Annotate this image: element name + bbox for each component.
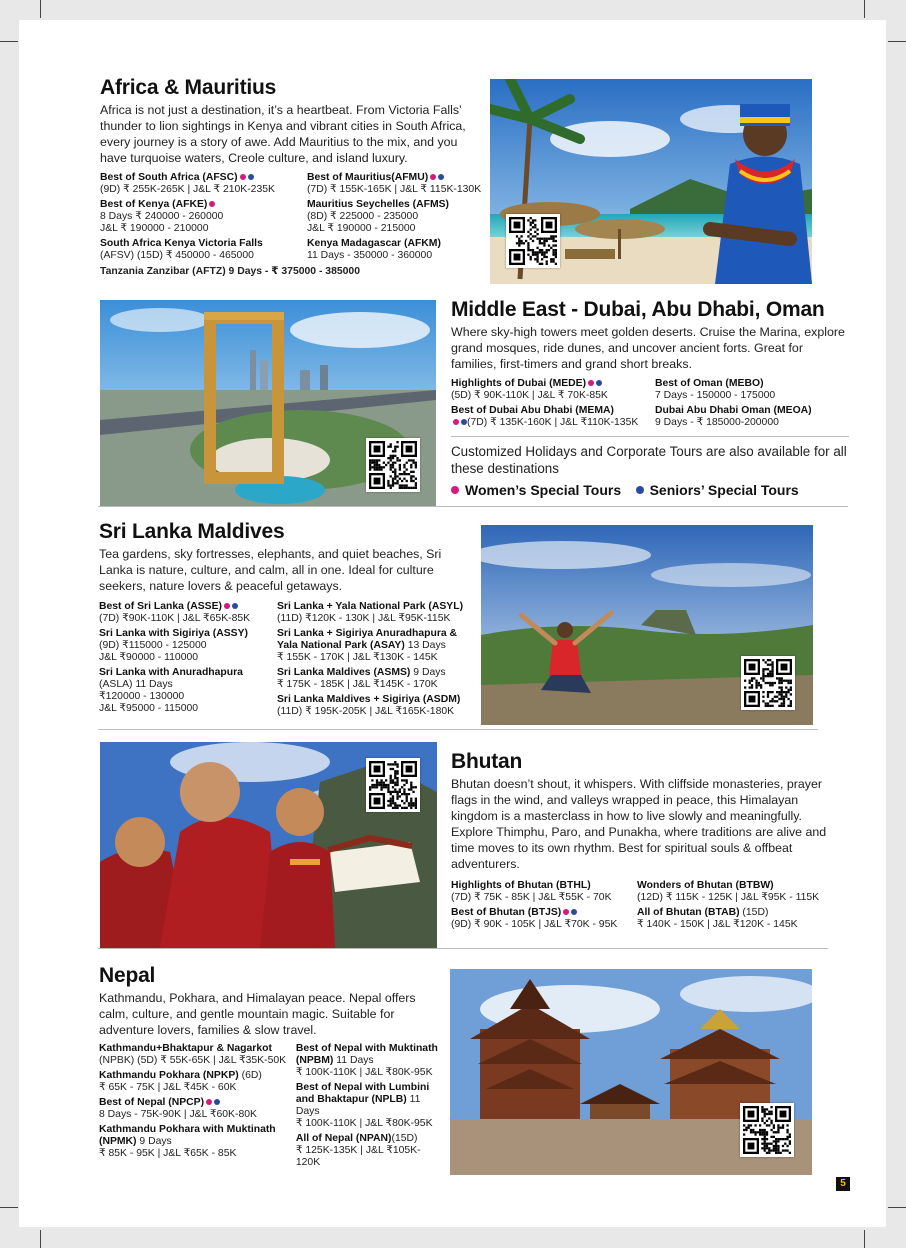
tour-name: Mauritius Seychelles (AFMS) bbox=[306, 199, 449, 210]
tour-price: J&L ₹ 190000 - 210000 bbox=[100, 223, 209, 234]
tour-item bbox=[296, 1043, 441, 1079]
tour-item bbox=[307, 199, 486, 235]
tour-price: (5D) ₹ 90K-110K | J&L ₹ 70K-85K bbox=[451, 390, 608, 401]
tour-item bbox=[296, 1133, 441, 1169]
tour-item bbox=[637, 880, 827, 904]
blue-dot-icon bbox=[232, 603, 238, 609]
tour-name: Best of Nepal (NPCP) bbox=[99, 1097, 205, 1108]
tour-name: Best of Mauritius(AFMU) bbox=[306, 172, 429, 183]
tour-item bbox=[655, 378, 845, 402]
crop-mark bbox=[0, 1207, 18, 1208]
divider bbox=[451, 436, 849, 437]
tour-price: (11D) ₹ 195K-205K | J&L ₹165K-180K bbox=[277, 706, 455, 717]
tour-name: Sri Lanka + Sigiriya Anuradhapura & Yala National Park (ASAY) bbox=[277, 628, 458, 651]
tour-price: ₹120000 - 130000 bbox=[99, 691, 185, 702]
tour-price: 7 Days - 150000 - 175000 bbox=[655, 390, 776, 401]
tour-price: 8 Days ₹ 240000 - 260000 bbox=[100, 211, 224, 222]
tour-columns bbox=[451, 880, 828, 934]
tour-price: (NPBK) (5D) ₹ 55K-65K | J&L ₹35K-50K bbox=[99, 1055, 287, 1066]
section-title: Middle East - Dubai, Abu Dhabi, Oman bbox=[451, 298, 825, 321]
section-title: Sri Lanka Maldives bbox=[99, 520, 285, 543]
tour-name: Best of Bhutan (BTJS) bbox=[451, 907, 562, 918]
tour-price: ₹ 125K-135K | J&L ₹105K-120K bbox=[295, 1145, 421, 1168]
tour-price: (7D) ₹ 155K-165K | J&L ₹ 115K-130K bbox=[306, 184, 482, 195]
tour-column bbox=[99, 1043, 288, 1172]
tour-price: J&L ₹95000 - 115000 bbox=[99, 703, 199, 714]
tour-name: Kathmandu Pokhara with Muktinath (NPMK) bbox=[99, 1124, 276, 1147]
tour-column bbox=[100, 172, 299, 265]
qr-code[interactable] bbox=[366, 758, 420, 812]
tour-item bbox=[277, 694, 475, 718]
tour-columns bbox=[100, 172, 486, 265]
tour-price: (AFSV) (15D) ₹ 450000 - 465000 bbox=[100, 250, 254, 261]
section-title: Nepal bbox=[99, 964, 156, 987]
qr-code[interactable] bbox=[366, 438, 420, 492]
nepal-section bbox=[99, 964, 441, 1172]
pink-dot-icon bbox=[209, 201, 215, 207]
africa-beach-photo bbox=[490, 79, 812, 284]
tour-column bbox=[451, 378, 647, 432]
africa-section bbox=[100, 76, 486, 281]
tour-name: Sri Lanka Maldives + Sigiriya (ASDM) bbox=[277, 694, 461, 705]
tour-price: (9D) ₹ 90K - 105K | J&L ₹70K - 95K bbox=[451, 919, 618, 930]
tour-item bbox=[307, 238, 486, 262]
tour-name: Highlights of Dubai (MEDE) bbox=[451, 378, 587, 389]
tour-name: Kathmandu+Bhaktapur & Nagarkot bbox=[99, 1043, 272, 1054]
tour-item bbox=[99, 667, 269, 715]
crop-mark bbox=[864, 0, 865, 18]
tour-item bbox=[451, 907, 629, 931]
tour-item bbox=[277, 628, 475, 664]
tour-name: Sri Lanka with Sigiriya (ASSY) bbox=[99, 628, 248, 639]
tour-item bbox=[99, 1070, 288, 1094]
pink-dot-icon bbox=[240, 174, 246, 180]
srilanka-section bbox=[99, 520, 475, 721]
tour-price: 8 Days - 75K-90K | J&L ₹60K-80K bbox=[99, 1109, 257, 1120]
tour-columns bbox=[99, 601, 475, 721]
tour-price: (7D) ₹90K-110K | J&L ₹65K-85K bbox=[99, 613, 251, 624]
tour-name: Highlights of Bhutan (BTHL) bbox=[451, 880, 591, 891]
tour-column bbox=[99, 601, 269, 721]
tour-price: 11 Days - 350000 - 360000 bbox=[306, 250, 433, 261]
tour-price: ₹ 85K - 95K | J&L ₹65K - 85K bbox=[99, 1148, 237, 1159]
crop-mark bbox=[864, 1230, 865, 1248]
tour-item: Tanzania Zanzibar (AFTZ) 9 Days - ₹ 375000 - 385000 bbox=[100, 266, 360, 277]
crop-mark bbox=[40, 1230, 41, 1248]
tour-name: Wonders of Bhutan (BTBW) bbox=[637, 880, 774, 891]
crop-mark bbox=[888, 1207, 906, 1208]
tour-duration: (6D) bbox=[238, 1070, 262, 1081]
tour-item bbox=[277, 667, 475, 691]
tour-item bbox=[451, 880, 629, 904]
tour-price: (ASLA) 11 Days bbox=[99, 679, 173, 690]
divider bbox=[98, 506, 848, 507]
tour-price: ₹ 155K - 170K | J&L ₹130K - 145K bbox=[277, 652, 438, 663]
blue-dot-icon bbox=[438, 174, 444, 180]
blue-dot-icon bbox=[571, 909, 577, 915]
tour-price: (7D) ₹ 135K-160K | J&L ₹110K-135K bbox=[467, 417, 639, 428]
pink-dot-icon bbox=[453, 419, 459, 425]
qr-code[interactable] bbox=[740, 1103, 794, 1157]
legend bbox=[451, 481, 849, 499]
tour-name: All of Nepal (NPAN) bbox=[295, 1133, 392, 1144]
tour-item bbox=[100, 199, 299, 235]
tour-column bbox=[451, 880, 629, 934]
tour-item bbox=[277, 601, 475, 625]
divider bbox=[98, 729, 818, 730]
qr-code[interactable] bbox=[741, 656, 795, 710]
blue-dot-icon bbox=[596, 380, 602, 386]
tour-column bbox=[307, 172, 486, 265]
tour-price: ₹ 140K - 150K | J&L ₹120K - 145K bbox=[637, 919, 798, 930]
blue-dot-icon bbox=[636, 486, 644, 494]
dubai-frame-photo bbox=[100, 300, 436, 506]
tour-column bbox=[277, 601, 475, 721]
crop-mark bbox=[40, 0, 41, 18]
tour-name: Sri Lanka with Anuradhapura bbox=[99, 667, 243, 678]
tour-item bbox=[99, 1043, 288, 1067]
tour-name: Best of Nepal with Muktinath (NPBM) bbox=[295, 1043, 438, 1066]
tour-price: ₹ 65K - 75K | J&L ₹45K - 60K bbox=[99, 1082, 237, 1093]
tour-name: All of Bhutan (BTAB) bbox=[637, 907, 740, 918]
tour-price: (11D) ₹120K - 130K | J&L ₹95K-115K bbox=[277, 613, 451, 624]
tour-item bbox=[451, 378, 647, 402]
tour-columns bbox=[99, 1043, 441, 1172]
tour-price: (12D) ₹ 115K - 125K | J&L ₹95K - 115K bbox=[637, 892, 820, 903]
tour-duration: 11 Days bbox=[333, 1055, 374, 1066]
tour-duration: 13 Days bbox=[404, 640, 446, 651]
divider bbox=[98, 948, 828, 949]
tour-price: (9D) ₹ 255K-265K | J&L ₹ 210K-235K bbox=[100, 184, 275, 195]
tour-price: J&L ₹90000 - 110000 bbox=[99, 652, 199, 663]
middle-east-section bbox=[451, 298, 849, 499]
tour-name: South Africa Kenya Victoria Falls bbox=[100, 238, 263, 249]
tour-item bbox=[99, 628, 269, 664]
tour-column bbox=[637, 880, 827, 934]
tour-price: ₹ 100K-110K | J&L ₹80K-95K bbox=[295, 1118, 433, 1129]
tour-name: Best of Nepal with Lumbini and Bhaktapur (NPLB) bbox=[295, 1082, 430, 1105]
nepal-temples-photo bbox=[450, 969, 812, 1175]
section-description: Kathmandu, Pokhara, and Himalayan peace. Nepal offers calm, culture, and gentle mountain magic. Suitable for adventure lovers, families & slow travel. bbox=[99, 991, 416, 1037]
tour-duration: 11 Days bbox=[295, 1094, 421, 1117]
tour-name: Best of Dubai Abu Dhabi (MEMA) bbox=[451, 405, 614, 416]
tour-price: 9 Days - ₹ 185000-200000 bbox=[655, 417, 779, 428]
tour-item bbox=[307, 172, 486, 196]
tour-price: ₹ 100K-110K | J&L ₹80K-95K bbox=[295, 1067, 433, 1078]
crop-mark bbox=[888, 41, 906, 42]
pink-dot-icon bbox=[563, 909, 569, 915]
section-title: Bhutan bbox=[451, 750, 523, 773]
tour-name: Sri Lanka Maldives (ASMS) bbox=[277, 667, 411, 678]
tour-item bbox=[99, 1124, 288, 1160]
pink-dot-icon bbox=[451, 486, 459, 494]
pink-dot-icon bbox=[588, 380, 594, 386]
crop-mark bbox=[0, 41, 18, 42]
tour-item bbox=[100, 238, 299, 262]
tour-name: Best of Oman (MEBO) bbox=[655, 378, 764, 389]
tour-item bbox=[99, 1097, 288, 1121]
tour-item bbox=[296, 1082, 441, 1130]
legend-seniors bbox=[636, 482, 799, 498]
tour-name: Dubai Abu Dhabi Oman (MEOA) bbox=[655, 405, 812, 416]
pink-dot-icon bbox=[224, 603, 230, 609]
tour-name: Kenya Madagascar (AFKM) bbox=[306, 238, 441, 249]
sigiriya-photo bbox=[481, 525, 813, 725]
tour-column bbox=[655, 378, 845, 432]
legend-label: Women’s Special Tours bbox=[465, 482, 622, 498]
blue-dot-icon bbox=[214, 1099, 220, 1105]
tour-item bbox=[99, 601, 269, 625]
section-description: Bhutan doesn’t shout, it whispers. With cliffside monasteries, prayer flags in the wind, and valleys wrapped in peace, this Himalayan kingdom is a masterclass in how to live slowly and meaningfully. Explore Thimphu, Paro, and Punakha, where traditions are alive and time moves to its own rhythm. Best for spiritual souls & offbeat adventurers. bbox=[451, 777, 827, 871]
tour-price: (9D) ₹115000 - 125000 bbox=[99, 640, 207, 651]
tour-duration: (15D) bbox=[739, 907, 769, 918]
tour-name: Kathmandu Pokhara (NPKP) bbox=[99, 1070, 239, 1081]
tour-duration: (15D) bbox=[391, 1133, 418, 1144]
qr-code[interactable] bbox=[506, 214, 560, 268]
tour-price: (8D) ₹ 225000 - 235000 bbox=[306, 211, 419, 222]
tour-price: J&L ₹ 190000 - 215000 bbox=[306, 223, 416, 234]
blue-dot-icon bbox=[248, 174, 254, 180]
tour-item bbox=[655, 405, 845, 429]
section-description: Where sky-high towers meet golden deserts. Cruise the Marina, explore grand mosques, ride dunes, and uncover ancient forts. Great for families, first-timers and grand short breaks. bbox=[451, 325, 845, 371]
tour-name: Best of Sri Lanka (ASSE) bbox=[99, 601, 222, 612]
legend-label: Seniors’ Special Tours bbox=[649, 482, 799, 498]
page-number: 5 bbox=[836, 1177, 850, 1191]
tour-item bbox=[637, 907, 827, 931]
tour-duration: 9 Days bbox=[410, 667, 446, 678]
tour-item bbox=[100, 172, 299, 196]
pink-dot-icon bbox=[206, 1099, 212, 1105]
section-title: Africa & Mauritius bbox=[100, 76, 277, 99]
bhutan-section bbox=[451, 750, 828, 934]
tour-duration: 9 Days bbox=[136, 1136, 172, 1147]
tour-name: Sri Lanka + Yala National Park (ASYL) bbox=[277, 601, 464, 612]
tour-columns bbox=[451, 378, 849, 432]
section-description: Tea gardens, sky fortresses, elephants, and quiet beaches, Sri Lanka is nature, culture, and calm, all in one. Ideal for culture seekers, nature lovers & peaceful getaways. bbox=[99, 547, 442, 593]
tour-price: (7D) ₹ 75K - 85K | J&L ₹55K - 70K bbox=[451, 892, 612, 903]
tour-name: Best of South Africa (AFSC) bbox=[100, 172, 238, 183]
tour-column bbox=[296, 1043, 441, 1172]
tour-item bbox=[451, 405, 647, 429]
custom-holidays-note: Customized Holidays and Corporate Tours are also available for all these destinations bbox=[451, 444, 847, 476]
tour-price: ₹ 175K - 185K | J&L ₹145K - 170K bbox=[277, 679, 438, 690]
pink-dot-icon bbox=[430, 174, 436, 180]
section-description: Africa is not just a destination, it’s a heartbeat. From Victoria Falls’ thunder to lion sightings in Kenya and vibrant cities in South Africa, every journey is a story of awe. Add Mauritius to the mix, and you have turquoise waters, Creole culture, and island luxury. bbox=[100, 103, 466, 165]
tour-name: Best of Kenya (AFKE) bbox=[100, 199, 208, 210]
legend-women bbox=[451, 482, 621, 498]
bhutan-monks-photo bbox=[100, 742, 437, 948]
